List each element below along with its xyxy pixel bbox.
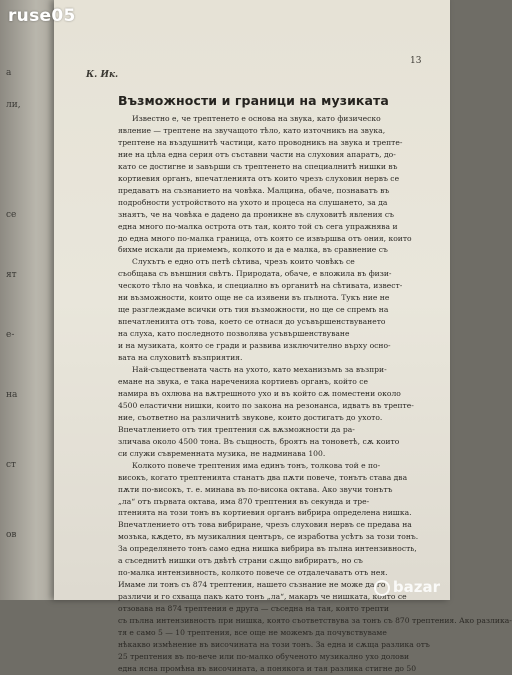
text-line: емане на звука, е така нареченияa кортиевъ органъ, който се <box>118 376 368 386</box>
logo-ring-icon <box>374 580 390 596</box>
text-line: Колкото повече трептения има единъ тонъ, толкова той е по- <box>132 460 381 470</box>
text-line: За определянето тонъ само една нишка вибрира въ пълна интензивность, <box>118 544 417 554</box>
adjacent-page-edge <box>0 0 60 600</box>
text-line: трептене на въздушнитѣ частици, като проводникъ на звука и трепте- <box>118 137 403 147</box>
book-page <box>54 0 512 673</box>
text-line: до една много по-малка граница, отъ която се извършва отъ ония, които <box>118 233 412 243</box>
text-line: явление — трептене на звучащото тѣло, като източникъ на звука, <box>118 125 386 135</box>
text-line: предаватъ на съзнанието на човѣка. Малцина, обаче, познаватъ въ <box>118 185 390 195</box>
text-line: на слуха, като последното позволява усъвършенствуване <box>118 329 350 339</box>
text-line: една много по-малка острота отъ тая, която той съ сега упражнява и <box>118 221 398 231</box>
chapter-title: Възможности и граници на музиката <box>118 93 389 108</box>
text-line: ческото тѣло на човѣка, и специално въ органитѣ на сѣтивата, извест- <box>118 281 403 291</box>
watermark-text: ruse05 <box>8 6 76 26</box>
bazar-logo <box>374 578 440 596</box>
text-line: пѫти по-високъ, т. е. минава въ по-висока октава. Ако звучи тонътъ <box>118 484 393 494</box>
text-line: нѣкакво измѣнение въ височината на този тонъ. За една и сѫща разлика отъ <box>118 639 430 649</box>
text-line: Слухътъ е едно отъ петѣ сѣтива, чрезъ които човѣкъ се <box>132 257 355 267</box>
text-line: 4500 еластични нишки, които по закона на резонанса, идватъ въ трепте- <box>118 400 414 410</box>
text-line: Известно е, че трептенето е основа на звука, като физическо <box>132 114 381 123</box>
adjacent-page-fragment: ст <box>6 460 17 470</box>
text-line: ни възможности, които още не са изявени въ пълнота. Тукъ ние не <box>118 293 390 303</box>
adjacent-page-fragment: ят <box>6 270 17 280</box>
text-line: мозъка, кѫдето, въ музикалния центъръ, се изработва усѣтъ за този тонъ. <box>118 532 419 542</box>
text-line: ние на цѣла една серия отъ съставни части на слуховия апаратъ, до- <box>118 149 396 159</box>
text-line: „ла“ отъ първата октава, има 870 трептения въ секунда и тре- <box>118 496 370 506</box>
adjacent-page-fragment: ли, <box>6 100 21 110</box>
text-line: вата на слуховитѣ възприятия. <box>118 353 243 363</box>
adjacent-page-fragment: а <box>6 68 12 78</box>
text-line: една ясна промѣна въ височината, а понякога и тая разлика стигне до 50 <box>118 663 417 673</box>
text-line: бихме искали да приемемъ, колкото и да е малка, въ сравнение съ <box>118 245 388 255</box>
text-line: Най-съществената часть на ухото, като механизъмъ за възпри- <box>132 365 387 375</box>
text-line: и на музиката, която се гради и развива изключително върху осно- <box>118 341 391 351</box>
adjacent-page-fragment: на <box>6 390 18 400</box>
text-line: ние, съответно на различнитѣ звукове, които достигатъ до ухото. <box>118 412 383 422</box>
text-line: тя е само 5 — 10 трептения, все още не можемъ да почувствуваме <box>118 627 387 637</box>
text-line: Имаме ли тонъ съ 874 трептения, нашето съзнание не може да го <box>118 580 386 590</box>
text-line: съобщава съ външния свѣтъ. Природата, обаче, е вложила въ физи- <box>118 269 392 279</box>
text-line: по-малка интензивность, колкото повече се отдалечаватъ отъ нея. <box>118 568 388 578</box>
page-number: 13 <box>410 56 422 66</box>
text-line: ще разглеждаме всички отъ тия възможности, но ще се спремъ на <box>118 305 389 315</box>
text-line: високъ, когато трептенията станатъ два пѫти повече, тонътъ става два <box>118 472 408 482</box>
adjacent-page-fragment: се <box>6 210 17 220</box>
logo-text: bazar <box>392 578 440 596</box>
text-line: съ пълна интензивность при нишка, която съответствува за тонъ съ 870 трептения. Ако разлика- <box>118 616 512 626</box>
text-line: а съседнитѣ нишки отъ двѣтѣ страни сѫщо вибриратъ, но съ <box>118 556 363 566</box>
text-line: Впечатлението отъ това вибриране, чрезъ слуховия нервъ се предава на <box>118 520 412 530</box>
text-line: птенията на този тонъ въ кортиевия органъ вибрира определена нишка. <box>118 508 412 518</box>
running-header: К. Ик. <box>86 70 119 80</box>
text-line: 25 трептения въ по-вече или по-малко обученото музикално ухо долови <box>118 651 410 661</box>
text-line: кортиевия органъ, впечатленията отъ които чрезъ слуховия нервъ се <box>118 173 400 183</box>
adjacent-page-fragment: ов <box>6 530 17 540</box>
text-line: Впечатлението отъ тия трептения сѫ вѫзможности да ра- <box>118 424 355 434</box>
text-line: различи и го схваща пакъ като тонъ „ла“, макаръ че нишката, която се <box>118 592 407 602</box>
text-line: зличава около 4500 тона. Въ същность, броятъ на тоноветѣ, сѫ които <box>118 436 400 446</box>
text-line: намира въ охлюва на вѫтрешното ухо и въ който сѫ поместени около <box>118 388 401 398</box>
text-line: подробности устройството на ухото и процеса на слушането, за да <box>118 197 388 207</box>
text-line: като се достигне и завърши съ трептенето на специалнитѣ нишки въ <box>118 161 398 171</box>
adjacent-page-fragment: е- <box>6 330 15 340</box>
text-line: впечатленията отъ това, което се отнася до усъвършенствуването <box>118 317 386 327</box>
text-line: си служи съвременната музика, не надминава 100. <box>118 448 326 458</box>
text-line: знаятъ, че на човѣка е дадено да проникне въ слуховитѣ явления съ <box>118 209 394 219</box>
text-line: отзовава на 874 трептения е друга — съседна на тая, която трепти <box>118 604 389 614</box>
